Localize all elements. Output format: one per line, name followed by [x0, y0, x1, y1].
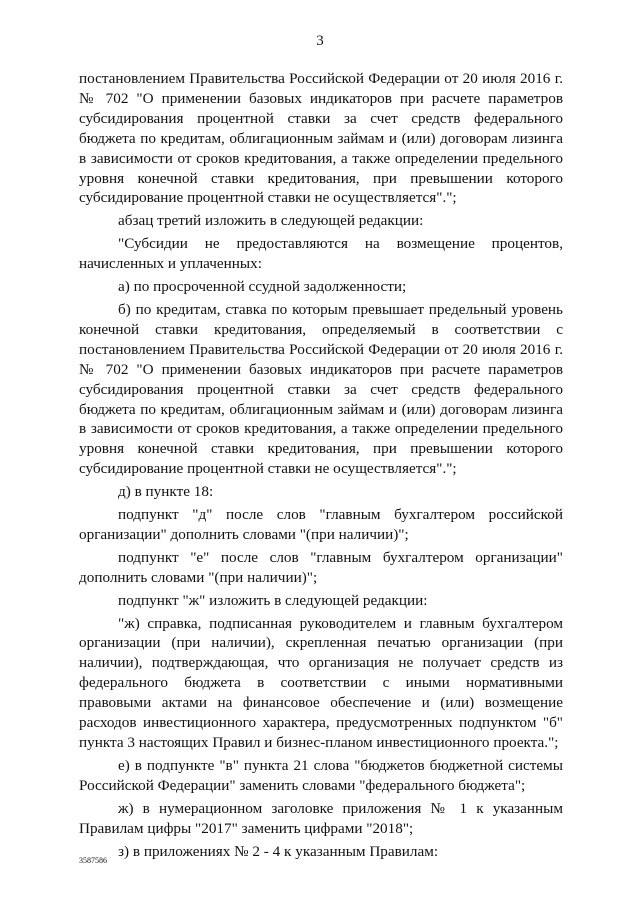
- paragraph-subsidies: "Субсидии не предоставляются на возмещение процентов, начисленных и уплаченных:: [79, 235, 563, 273]
- paragraph-abzac-third: абзац третий изложить в следующей редакции:: [118, 212, 424, 230]
- page-number: 3: [316, 33, 324, 49]
- paragraph-item-e: е) в подпункте "в" пункта 21 слова "бюджетов бюджетной системы Российской Федерации" заменить словами "федерального бюджета";: [79, 756, 563, 794]
- paragraph-subpoint-d: подпункт "д" после слов "главным бухгалтером российской организации" дополнить словами "(при наличии)";: [79, 506, 563, 543]
- paragraph-item-a: а) по просроченной ссудной задолженности;: [118, 278, 407, 296]
- document-footer-code: 3587586: [79, 856, 107, 865]
- paragraph-item-z: з) в приложениях № 2 - 4 к указанным Правилам:: [118, 842, 439, 860]
- paragraph-subpoint-zh: подпункт "ж" изложить в следующей редакции:: [118, 591, 428, 609]
- paragraph-item-zh: ж) в нумерационном заголовке приложения № 1 к указанным Правилам цифры "2017" заменить цифрами "2018";: [79, 799, 563, 837]
- paragraph-continuation: постановлением Правительства Российской Федерации от 20 июля 2016 г. № 702 "О применении базовых индикаторов при расчете параметров субсидирования процентной ставки за счет средств федерального бюджета по кредитам, облигационным займам и (или) договорам лизинга в зависимости от сроков кредитования, а также определении предельного уровня конечной ставки кредитования, при превышении которого субсидирование процентной ставки не осуществляется".";: [79, 70, 563, 207]
- paragraph-item-d-point-18: д) в пункте 18:: [118, 483, 214, 501]
- document-body: [79, 69, 563, 861]
- paragraph-item-b: б) по кредитам, ставка по которым превышает предельный уровень конечной ставки кредитования, определяемый в соответствии с постановлением Правительства Российской Федерации от 20 июля 2016 г. № 702 "О применении базовых индикаторов при расчете параметров субсидирования процентной ставки за счет средств федерального бюджета по кредитам, облигационным займам и (или) договорам лизинга в зависимости от сроков кредитования, а также определении предельного уровня конечной ставки кредитования, при превышении которого субсидирование процентной ставки не осуществляется".";: [79, 300, 563, 478]
- paragraph-zh-certificate: "ж) справка, подписанная руководителем и главным бухгалтером организации (при наличии), скрепленная печатью организации (при наличии), подтверждающая, что организация не получает средств из федерального бюджета в соответствии с иными нормативными правовыми актами на финансовое обеспечение и (или) возмещение расходов инвестиционного характера, предусмотренных подпунктом "б" пункта 3 настоящих Правил и бизнес-планом инвестиционного проекта.";: [79, 614, 563, 751]
- paragraph-subpoint-e: подпункт "е" после слов "главным бухгалтером организации" дополнить словами "(при наличии)";: [79, 548, 563, 586]
